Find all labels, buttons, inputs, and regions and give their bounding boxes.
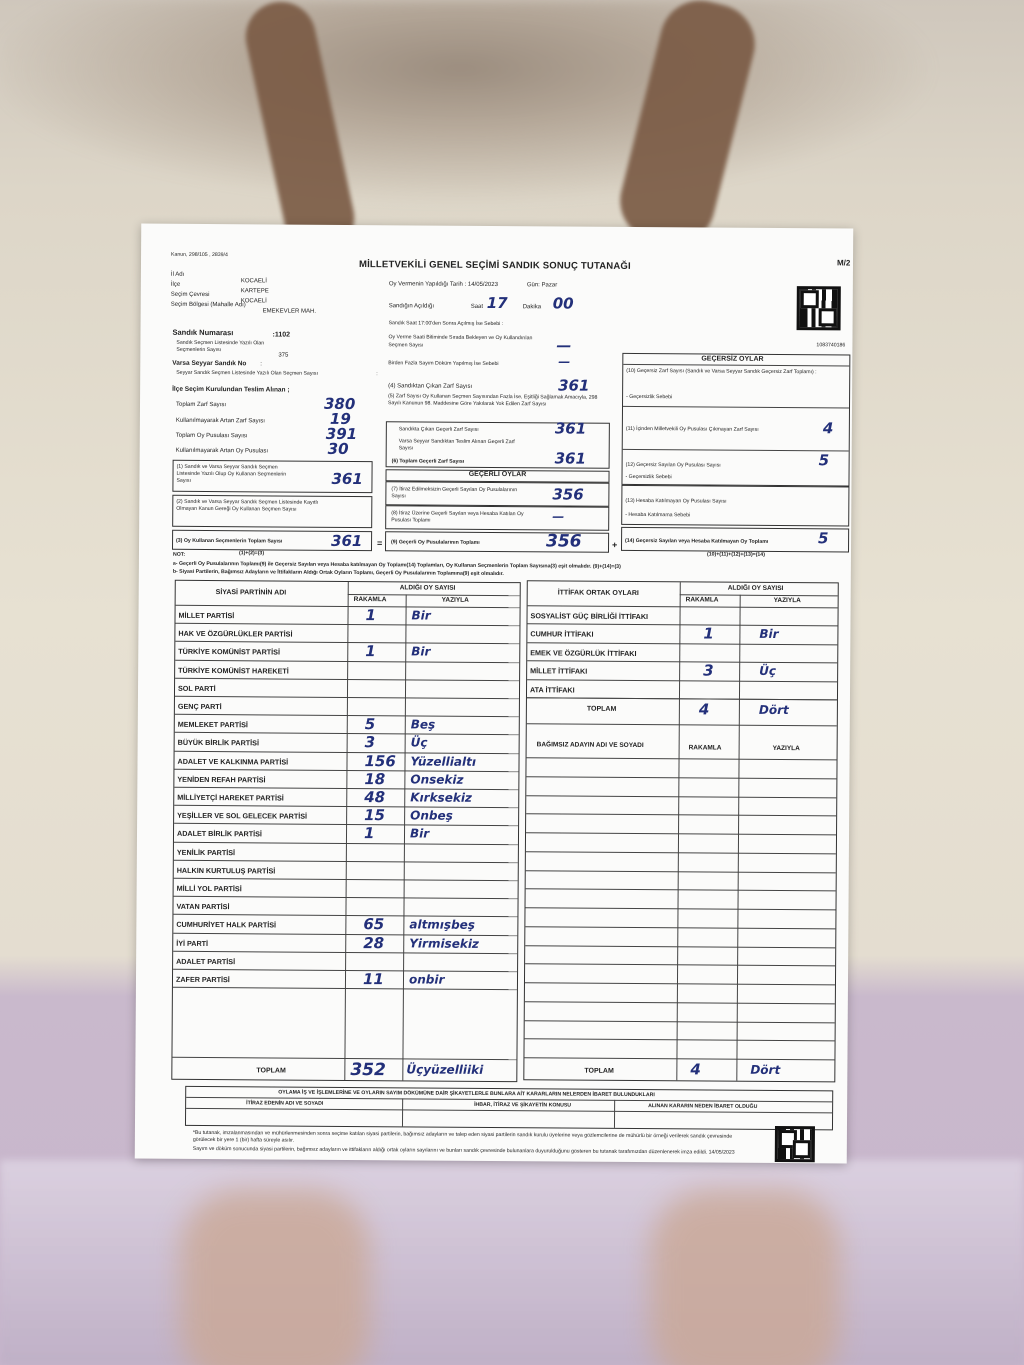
- box-7-label: (7) İtiraz Edilmeksizin Geçerli Sayılan Oy Pusulalarının Sayısı: [391, 486, 518, 500]
- fazla-label: Birden Fazla Sayım Döküm Yapılmış İse Sebebi: [388, 360, 499, 368]
- formula-2: (10)+(11)+(12)+(13)=(14): [706, 551, 765, 558]
- party-name: MEMLEKET PARTİSİ: [177, 719, 248, 730]
- cevre-label: Seçim Çevresi: [170, 291, 210, 299]
- party-votes-text: Üç: [410, 735, 428, 750]
- party-name: MİLLİYETÇİ HAREKET PARTİSİ: [177, 792, 284, 803]
- indep-rows: [528, 581, 838, 583]
- artan-pusula-value: 30: [327, 439, 349, 458]
- complaints-col-2: İHBAR, İTİRAZ VE ŞİKAYETİN KONUSU: [474, 1101, 572, 1109]
- parties-col-text: YAZIYLA: [441, 596, 469, 604]
- party-name: YENİDEN REFAH PARTİSİ: [177, 774, 266, 785]
- party-votes-text: Onbeş: [410, 808, 453, 823]
- bolge-value: EMEKEVLER MAH.: [262, 308, 317, 315]
- toplam-pusula-value: 391: [325, 424, 358, 444]
- sandik-no-label: Sandık Numarası: [172, 327, 234, 338]
- box-8: [385, 505, 609, 531]
- equals-sign: =: [377, 538, 383, 549]
- party-name: VATAN PARTİSİ: [176, 901, 230, 912]
- gecersiz-sebep-label: - Geçersizlik Sebebi: [626, 393, 673, 401]
- alliance-name: EMEK VE ÖZGÜRLÜK İTTİFAKI: [530, 648, 637, 658]
- saat-label: Saat: [470, 303, 484, 310]
- artan-zarf-label: Kullanılmayarak Artan Zarf Sayısı: [175, 417, 265, 425]
- alliance-table: [523, 580, 838, 1082]
- box-2: [172, 495, 372, 528]
- box-7-value: 356: [552, 485, 584, 504]
- complaints-table: [185, 1086, 833, 1131]
- seyyar-secmen-label: Seyyar Sandık Seçmen Listesinde Yazılı Olan Seçmen Sayısı: [176, 369, 318, 377]
- party-votes-num: 28: [363, 933, 385, 952]
- toplam-pusula-label: Toplam Oy Pusulası Sayısı: [175, 432, 248, 440]
- box-6-label: (6) Toplam Geçerli Zarf Sayısı: [391, 458, 465, 465]
- party-votes-text: Kırksekiz: [410, 790, 472, 805]
- alliance-name: MİLLET İTTİFAKI: [530, 666, 588, 676]
- box-9-label: (9) Geçerli Oy Pusulalarının Toplamı: [391, 539, 480, 546]
- indep-col-name: BAĞIMSIZ ADAYIN ADI VE SOYADI: [536, 741, 644, 750]
- seyyar-secmen-value: :: [376, 371, 378, 378]
- artan-zarf-value: 19: [329, 409, 351, 428]
- dakika-value: 00: [552, 294, 574, 313]
- alliance-total-label: TOPLAM: [586, 705, 617, 713]
- box-12-label: (12) Geçersiz Sayılan Oy Pusulası Sayısı: [625, 461, 721, 469]
- teslim-title: İlçe Seçim Kurulundan Teslim Alınan ;: [172, 385, 290, 394]
- kanun-ref: Kanun, 298/105 , 2839/4: [171, 251, 228, 259]
- box-1-value: 361: [331, 469, 363, 489]
- bolge-label: Seçim Bölgesi (Mahalle Adı): [170, 301, 246, 309]
- acildigi-label: Sandığın Açıldığı: [388, 303, 435, 310]
- party-name: HAK VE ÖZGÜRLÜKLER PARTİSİ: [178, 628, 293, 639]
- indep-row-line: [526, 795, 836, 798]
- indep-row-line: [526, 832, 836, 835]
- alliance-name: ATA İTTİFAKI: [529, 684, 575, 695]
- box-8-label: (8) İtiraz Üzerine Geçerli Sayılan veya Hesaba Katılan Oy Pusulası Toplamı: [391, 510, 524, 524]
- barcode-number: 1083740186: [816, 342, 846, 349]
- party-name: MİLLİ YOL PARTİSİ: [176, 883, 242, 894]
- qr-code-icon: [797, 286, 841, 330]
- indep-col-num: RAKAMLA: [688, 744, 722, 752]
- party-name: ADALET BİRLİK PARTİSİ: [176, 829, 262, 839]
- plus-sign: +: [612, 539, 618, 550]
- party-name: HALKIN KURTULUŞ PARTİSİ: [176, 865, 276, 876]
- gecersiz-box: [621, 353, 850, 487]
- parties-total-label: TOPLAM: [256, 1067, 286, 1075]
- alliance-votes-num: 1: [703, 624, 714, 643]
- party-name: SOL PARTİ: [177, 683, 216, 693]
- box-13-label: (13) Hesaba Katılmayan Oy Pusulası Sayısı: [625, 497, 727, 505]
- party-votes-num: 1: [365, 642, 376, 661]
- saat-value: 17: [486, 293, 508, 313]
- gecerli-zarf-label: Sandıkta Çıkan Geçerli Zarf Sayısı: [398, 426, 479, 433]
- alliance-total-num: 4: [698, 700, 710, 719]
- secmen-value: 375: [278, 352, 289, 359]
- seyyar-zarf-label: Varsa Seyyar Sandıktan Teslim Alınan Geçerli Zarf Sayısı: [398, 438, 515, 452]
- box-11-value: 4: [822, 419, 834, 438]
- after17-label: Sandık Saat 17:00'den Sonra Açılmış İse Sebebi :: [388, 320, 504, 328]
- alliance-col-text: YAZIYLA: [773, 596, 801, 605]
- parties-table: [171, 580, 520, 1082]
- tarih-label: Oy Vermenin Yapıldığı Tarih : 14/05/2023: [388, 281, 498, 289]
- not-label: NOT:: [172, 551, 186, 558]
- box-10-label: (10) Geçersiz Zarf Sayısı (Sandık ve Varsa Seyyar Sandık Geçersiz Zarf Toplamı) :: [626, 367, 817, 376]
- indep-row-line: [525, 1020, 835, 1023]
- alliance-votes-num: 3: [703, 661, 714, 680]
- alliance-name: CUMHUR İTTİFAKI: [530, 629, 594, 640]
- box-12-value: 5: [818, 451, 830, 470]
- form-code: M/2: [836, 258, 851, 268]
- complaints-col-1: İTİRAZ EDENİN ADI VE SOYADI: [246, 1100, 324, 1107]
- box-7: [385, 481, 609, 507]
- indep-col-text: YAZIYLA: [772, 744, 800, 753]
- indep-row-line: [525, 1001, 835, 1004]
- party-votes-num: 48: [364, 788, 386, 807]
- indep-row-line: [525, 926, 835, 929]
- box-11-label: (11) İçinden Milletvekili Oy Pusulası Çıkmayan Zarf Sayısı: [625, 425, 759, 433]
- party-votes-num: 1: [365, 606, 377, 625]
- alliance-votes-text: Bir: [759, 627, 779, 642]
- indep-row-line: [526, 907, 836, 910]
- secmen-label: Sandık Seçmen Listesinde Yazılı Olan Seçmenlerin Sayısı: [176, 339, 265, 354]
- gecersiz-sebebi-label: - Geçersizlik Sebebi: [625, 473, 672, 481]
- complaints-title: OYLAMA İŞ VE İŞLEMLERİNE VE OYLARIN SAYIM DÖKÜMÜNE DAİR ŞİKAYETLERLE BUNLARA AİT KARARLARIN NELERDEN İBARET BULUNDUKLARI: [278, 1089, 655, 1099]
- box-1-label: (1) Sandık ve Varsa Seyyar Sandık Seçmen Listesinde Yazılı Olup Oy Kullanan Seçmenlerin Sayısı: [176, 463, 287, 484]
- indep-row-line: [526, 813, 836, 816]
- indep-row-line: [527, 757, 837, 760]
- cevre-value: KOCAELİ: [240, 298, 267, 305]
- bekleyen-value: —: [556, 336, 572, 355]
- indep-row-line: [526, 776, 836, 779]
- box-14: [621, 527, 849, 553]
- artan-pusula-label: Kullanılmayarak Artan Oy Pusulası: [175, 447, 269, 455]
- note-line-b: b- Siyasi Partilerin, Bağımsız Adayların ve İttifakların Aldığı Ortak Oyların Toplamı, Geçerli Oy Pusulalarının Toplamına(9) eşit olmalıdır.: [172, 568, 504, 578]
- party-votes-text: Bir: [411, 608, 431, 623]
- box-9-value: 356: [545, 531, 582, 552]
- party-name: GENÇ PARTİ: [177, 701, 222, 712]
- election-result-form: [135, 224, 854, 1164]
- dakika-label: Dakika: [522, 304, 542, 311]
- party-name: TÜRKİYE KOMÜNİST PARTİSİ: [178, 647, 281, 657]
- box-4-label: (4) Sandıktan Çıkan Zarf Sayısı: [388, 383, 473, 390]
- bottom-total-label: TOPLAM: [584, 1067, 614, 1075]
- box-1: [172, 460, 372, 493]
- background-blur-top: [0, 0, 1024, 230]
- party-votes-text: altmışbeş: [409, 917, 476, 933]
- party-votes-num: 5: [364, 715, 376, 734]
- gun-label: Gün: Pazar: [526, 282, 558, 289]
- bottom-total-text: Dört: [750, 1062, 781, 1078]
- alliance-row-line: [527, 679, 837, 682]
- parties-total-text: Üçyüzelliiki: [406, 1062, 484, 1077]
- party-votes-num: 15: [364, 806, 386, 825]
- hand-blur-left: [180, 1190, 370, 1365]
- box-4-value: 361: [558, 376, 590, 395]
- qr-code-bottom-icon: [775, 1126, 815, 1162]
- box-5-label: (5) Zarf Sayısı Oy Kullanan Seçmen Sayısından Fazla İse, Eşitliği Sağlamak Amacıyla, 298 Sayılı Kanunun 98. Maddesine Göre Yakılarak Yok Edilen Zarf Sayısı: [388, 393, 598, 408]
- party-votes-num: 3: [364, 733, 376, 752]
- party-votes-text: onbir: [408, 972, 445, 987]
- alliance-col-num: RAKAMLA: [685, 596, 719, 604]
- box-13: [621, 485, 849, 527]
- party-name: YEŞİLLER VE SOL GELECEK PARTİSİ: [177, 810, 308, 821]
- party-name: İYİ PARTİ: [176, 938, 209, 948]
- hand-blur-right: [650, 1190, 840, 1365]
- indep-row-line: [525, 945, 835, 948]
- party-name: CUMHURİYET HALK PARTİSİ: [176, 920, 277, 930]
- katilmama-label: - Hesaba Katılmama Sebebi: [625, 511, 691, 519]
- parties-total-num: 352: [350, 1060, 386, 1081]
- il-value: KOCAELİ: [240, 278, 267, 285]
- alliance-name: SOSYALİST GÜÇ BİRLİĞİ İTTİFAKI: [530, 611, 649, 622]
- parties-col-num: RAKAMLA: [353, 596, 387, 604]
- fazla-value: —: [558, 354, 571, 369]
- party-votes-num: 18: [364, 769, 386, 789]
- footer-note-1: *Bu tutanak, imzalanmasından ve mühürlenmesinden sonra seçime katılan siyasi partilerin, bağımsız adayların ve talep eden siyasi partilerin sandık kurulu üyelerine veya gözlemcilerine de mühürlü bir örneği verilerek sandık çevresinde görülecek bir yere 1 (bir) hafta süreyle asılır.: [192, 1129, 733, 1144]
- alliance-row-line: [527, 660, 837, 663]
- alliance-col-votes: ALDIĞI OY SAYISI: [727, 584, 784, 593]
- party-votes-text: Onsekiz: [410, 772, 464, 787]
- bottom-total-num: 4: [690, 1060, 701, 1079]
- complaints-col-3: ALINAN KARARIN NEDEN İBARET OLDUĞU: [648, 1103, 758, 1110]
- alliance-row-line: [527, 624, 837, 627]
- parties-col-votes: ALDIĞI OY SAYISI: [399, 584, 456, 592]
- party-votes-text: Beş: [410, 717, 436, 732]
- sandik-no-value: :1102: [272, 331, 291, 339]
- party-name: YENİLİK PARTİSİ: [176, 847, 236, 857]
- box-9: [385, 531, 609, 553]
- party-votes-num: 65: [363, 915, 385, 934]
- ilce-value: KARTEPE: [240, 288, 269, 295]
- party-votes-text: Bir: [411, 644, 431, 659]
- parties-col-name: SİYASİ PARTİNİN ADI: [215, 589, 287, 597]
- party-votes-text: Yirmisekiz: [409, 936, 480, 951]
- seyyar-value: :: [260, 361, 262, 368]
- party-votes-text: Yüzellialtı: [410, 754, 477, 769]
- box-3-value: 361: [330, 531, 363, 551]
- form-title: MİLLETVEKİLİ GENEL SEÇİMİ SANDIK SONUÇ TUTANAĞI: [358, 259, 631, 272]
- alliance-votes-text: Üç: [759, 664, 777, 679]
- gecerli-zarf-value: 361: [554, 419, 587, 438]
- indep-row-line: [525, 963, 835, 966]
- party-name: BÜYÜK BİRLİK PARTİSİ: [177, 738, 260, 748]
- party-votes-num: 156: [364, 751, 396, 770]
- box-14-value: 5: [818, 529, 829, 548]
- indep-row-line: [525, 982, 835, 985]
- party-votes-num: 1: [363, 824, 375, 843]
- gecersiz-title: GEÇERSİZ OYLAR: [701, 355, 764, 363]
- toplam-zarf-value: 380: [323, 394, 356, 414]
- box-2-label: (2) Sandık ve Varsa Seyyar Sandık Seçmen Listesinde Kayıtlı Olmayan Kanun Gereği Oy Kullanan Seçmen Sayısı: [176, 498, 319, 513]
- background-blur-bottom: [0, 1160, 1024, 1365]
- box-6: [386, 421, 610, 469]
- box-8-value: —: [552, 509, 565, 524]
- toplam-zarf-label: Toplam Zarf Sayısı: [175, 401, 227, 409]
- bekleyen-label: Oy Verme Saati Bitiminde Sırada Bekleyen ve Oy Kullandırılan Seçmen Sayısı: [388, 334, 533, 349]
- alliance-row-line: [527, 642, 837, 645]
- note-line-a: a- Geçerli Oy Pusulalarının Toplamı(9) ile Geçersiz Sayılan veya Hesaba katılmayan Oy Toplamı(14) Toplamları, Oy Kullanan Seçmenlerin Toplam Sayısına(3) eşit olmalıdır. (9)+(14)=(3): [172, 560, 621, 570]
- indep-row-line: [525, 1038, 835, 1041]
- formula-1: (1)+(2)=(3): [238, 550, 265, 557]
- box-14-label: (14) Geçersiz Sayılan veya Hesaba Katılmayan Oy Toplamı: [625, 537, 769, 545]
- party-votes-text: Bir: [409, 826, 430, 841]
- box-3: [172, 530, 372, 551]
- indep-row-line: [526, 870, 836, 873]
- gecerli-oylar-title: GEÇERLİ OYLAR: [468, 470, 527, 479]
- il-label: İl Adı: [170, 271, 185, 278]
- box-3-label: (3) Oy Kullanan Seçmenlerin Toplam Sayısı: [176, 537, 283, 545]
- indep-row-line: [526, 851, 836, 854]
- box-6-value: 361: [554, 449, 587, 468]
- party-name: ADALET VE KALKINMA PARTİSİ: [177, 756, 289, 767]
- party-name: ADALET PARTİSİ: [176, 956, 236, 966]
- party-votes-num: 11: [362, 970, 384, 989]
- ilce-label: İlçe: [170, 281, 181, 288]
- alliance-col-name: İTTİFAK ORTAK OYLARI: [557, 589, 639, 598]
- party-name: MİLLET PARTİSİ: [178, 610, 235, 621]
- party-name: ZAFER PARTİSİ: [175, 974, 230, 985]
- seyyar-label: Varsa Seyyar Sandık No: [172, 359, 247, 368]
- footer-note-2: Sayım ve döküm sonucunda siyasi partilerin, bağımsız adayların ve ittifakların aldığı ortak oyların sayılarını ve bunları sandık çevresinde bulunanlara duyurulduğunu gösteren bu tutanak tarafımızdan düzenlenerek imza edildi. 14/05/2023: [192, 1145, 735, 1156]
- party-name: TÜRKİYE KOMÜNİST HAREKETİ: [178, 665, 289, 676]
- indep-row-line: [526, 888, 836, 891]
- alliance-total-text: Dört: [758, 702, 789, 718]
